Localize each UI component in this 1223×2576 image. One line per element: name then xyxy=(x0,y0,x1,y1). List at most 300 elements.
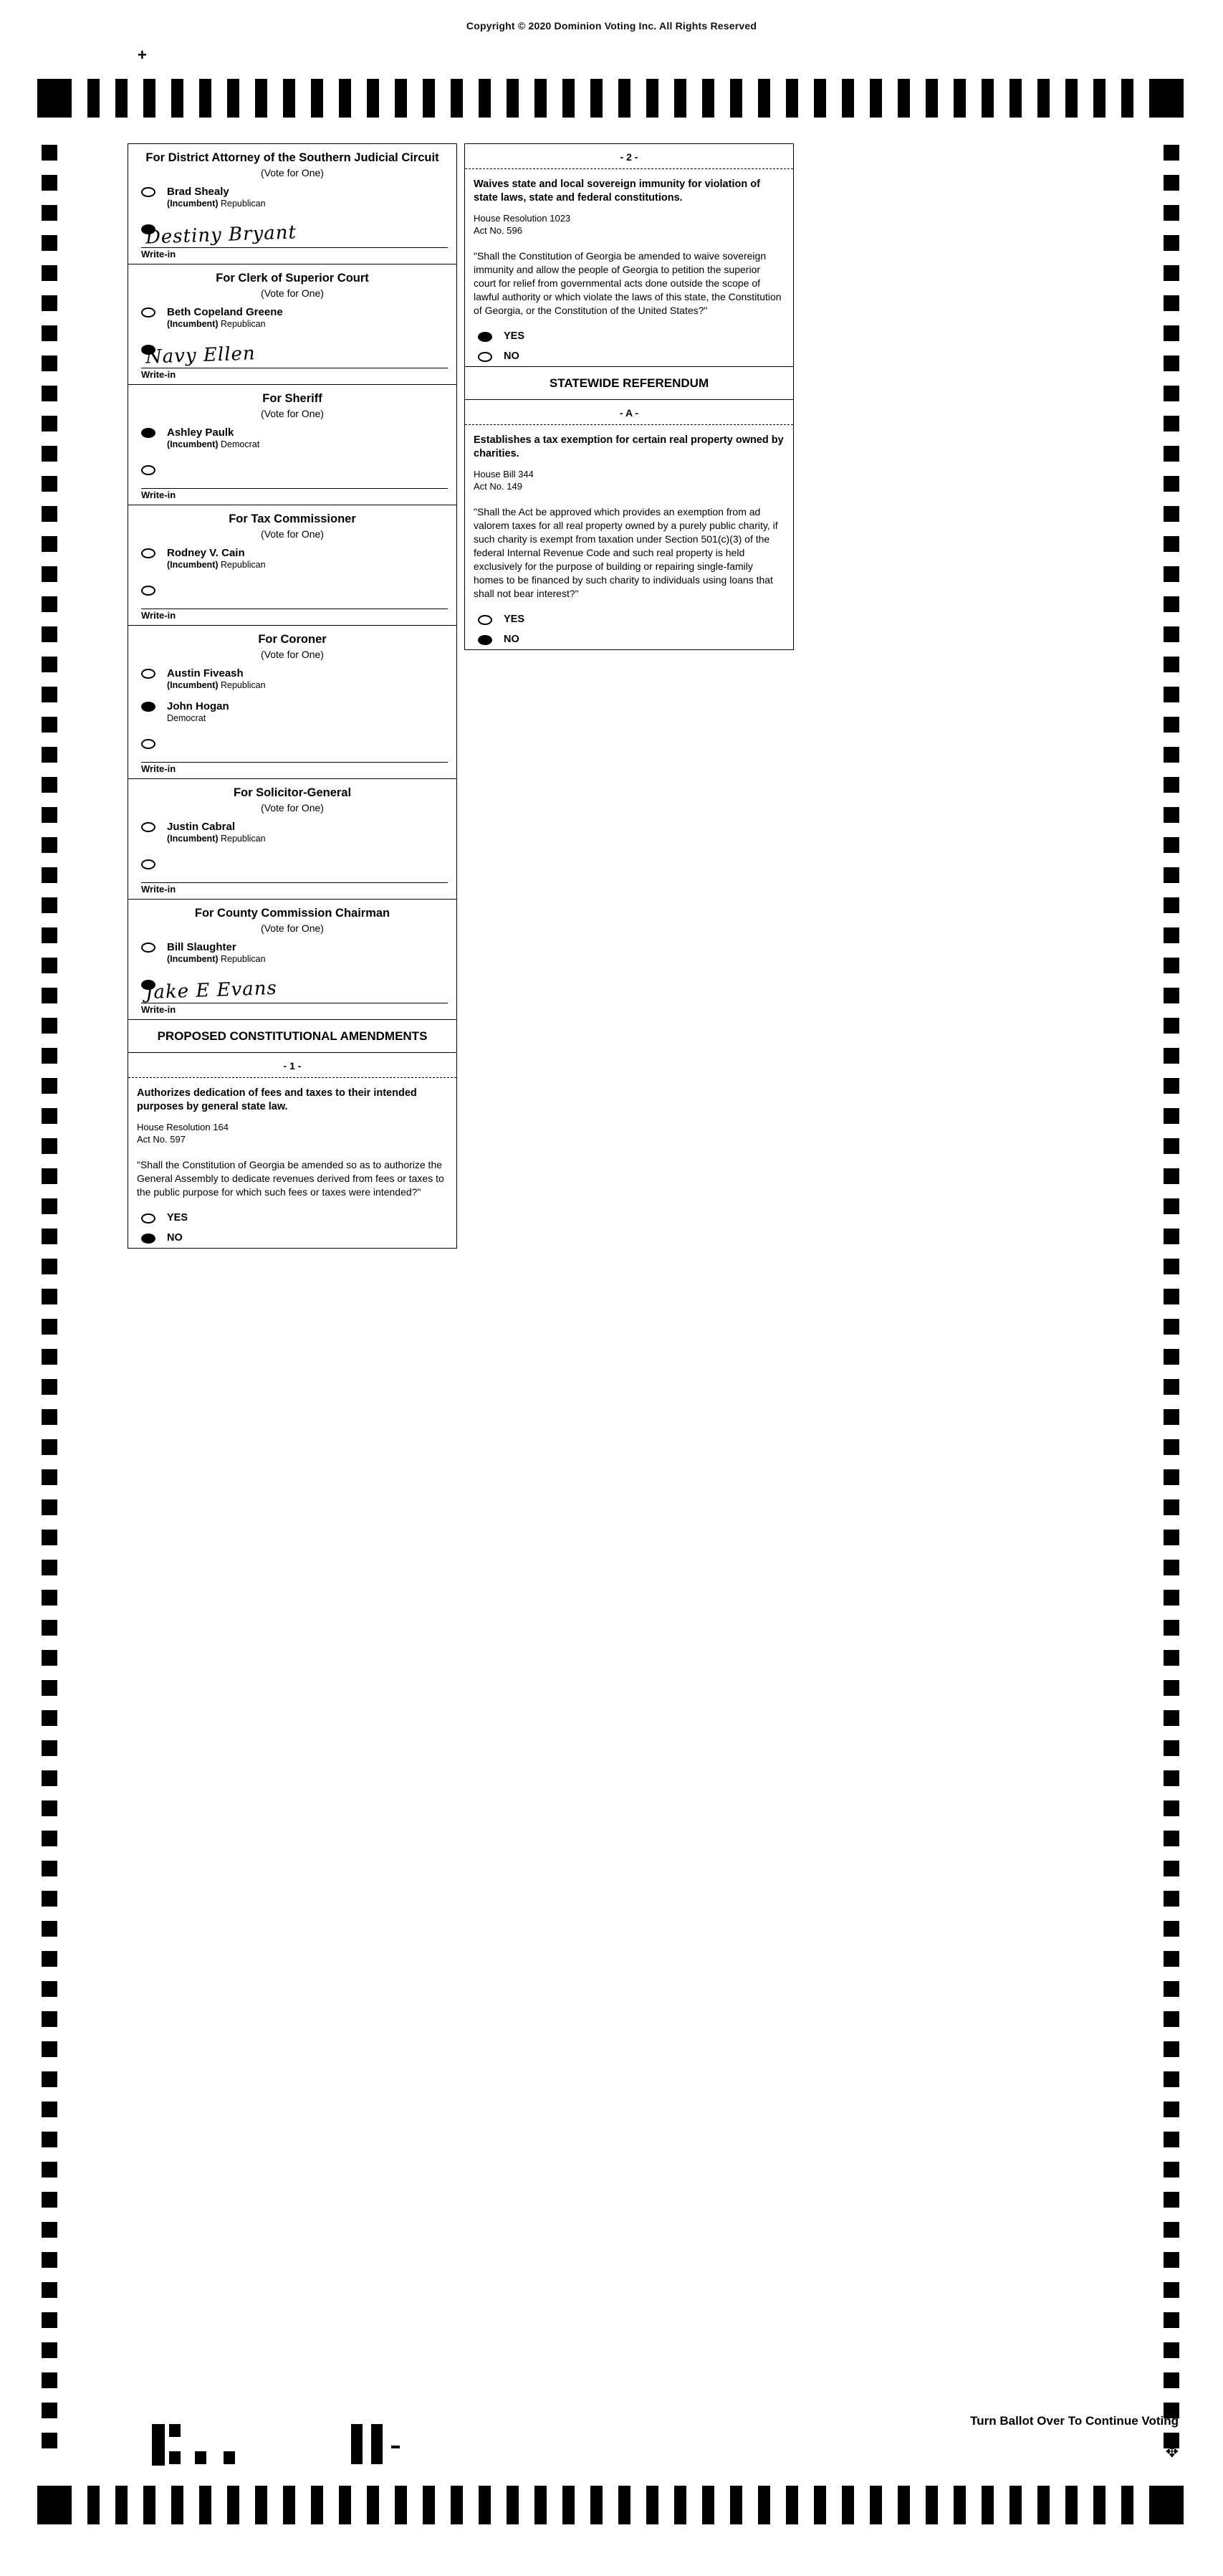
timing-block xyxy=(42,1861,57,1876)
timing-block xyxy=(1164,837,1179,853)
timing-block xyxy=(42,1981,57,1997)
vote-oval[interactable] xyxy=(141,702,155,712)
timing-block xyxy=(311,2486,323,2524)
timing-block xyxy=(42,2102,57,2117)
timing-block xyxy=(283,2486,295,2524)
amendments-header: PROPOSED CONSTITUTIONAL AMENDMENTS xyxy=(157,1029,428,1043)
timing-block xyxy=(42,807,57,823)
timing-block xyxy=(42,1590,57,1606)
timing-block xyxy=(1164,416,1179,431)
timing-block xyxy=(42,2192,57,2208)
timing-block xyxy=(1164,1740,1179,1756)
timing-block xyxy=(171,79,183,118)
timing-block xyxy=(199,2486,211,2524)
timing-block xyxy=(42,1469,57,1485)
timing-block xyxy=(1121,2486,1133,2524)
contest-instruction: (Vote for One) xyxy=(261,408,324,419)
candidate-name: Brad Shealy xyxy=(167,186,229,198)
timing-block xyxy=(870,79,882,118)
candidate-option[interactable] xyxy=(128,541,456,574)
timing-block xyxy=(395,79,407,118)
timing-block xyxy=(1164,265,1179,281)
timing-block xyxy=(1164,536,1179,552)
timing-block xyxy=(1164,1168,1179,1184)
yes-label: YES xyxy=(504,614,525,625)
vote-oval[interactable] xyxy=(141,669,155,679)
write-in-option[interactable] xyxy=(128,333,456,384)
timing-block xyxy=(42,1951,57,1967)
incumbent-label: (Incumbent) xyxy=(167,199,219,209)
contest-header xyxy=(128,505,456,541)
timing-block xyxy=(42,1891,57,1907)
incumbent-label: (Incumbent) xyxy=(167,680,219,690)
measure-no-option[interactable] xyxy=(465,346,793,366)
timing-block xyxy=(42,1921,57,1937)
timing-block xyxy=(1164,506,1179,522)
id-mark xyxy=(391,2446,400,2448)
measure-summary: Waives state and local sovereign immunity for violation of state laws, state and federal constitutions. xyxy=(474,178,760,204)
timing-block xyxy=(1164,807,1179,823)
timing-block xyxy=(42,386,57,401)
timing-block xyxy=(842,79,854,118)
timing-block xyxy=(730,79,742,118)
timing-block xyxy=(590,2486,603,2524)
timing-block xyxy=(42,1259,57,1274)
timing-block xyxy=(42,1048,57,1064)
timing-block xyxy=(1164,2192,1179,2208)
timing-block xyxy=(395,2486,407,2524)
timing-block xyxy=(982,79,994,118)
timing-block xyxy=(1164,1650,1179,1666)
measure-no-option[interactable] xyxy=(465,629,793,649)
timing-block xyxy=(42,265,57,281)
measure-summary: Establishes a tax exemption for certain real property owned by charities. xyxy=(474,434,784,459)
timing-block xyxy=(1164,988,1179,1003)
write-in-option[interactable] xyxy=(128,213,456,264)
write-in-text: Jake E Evans xyxy=(145,977,278,1004)
timing-block xyxy=(1164,145,1179,161)
contest-instruction: (Vote for One) xyxy=(261,287,324,299)
timing-block xyxy=(1164,476,1179,492)
timing-block xyxy=(42,446,57,462)
timing-block xyxy=(42,1018,57,1034)
candidate-option[interactable] xyxy=(128,180,456,213)
measure-block xyxy=(128,1052,457,1249)
measure-reference: House Resolution 1023 Act No. 596 xyxy=(474,213,571,236)
timing-block xyxy=(42,958,57,973)
no-label: NO xyxy=(504,350,519,362)
timing-block xyxy=(814,79,826,118)
timing-block xyxy=(1164,867,1179,883)
write-in-line[interactable] xyxy=(141,977,448,1004)
vote-oval[interactable] xyxy=(141,1234,155,1244)
timing-block xyxy=(42,1349,57,1365)
timing-block xyxy=(758,2486,770,2524)
timing-block xyxy=(42,145,57,161)
timing-block xyxy=(1164,2282,1179,2298)
timing-block xyxy=(42,1530,57,1545)
write-in-label: Write-in xyxy=(141,884,176,895)
referendum-header-block xyxy=(464,366,794,399)
candidate-party: (Incumbent) Republican xyxy=(167,834,266,844)
vote-oval[interactable] xyxy=(478,635,492,645)
candidate-option[interactable] xyxy=(128,421,456,454)
timing-block xyxy=(479,79,491,118)
contest-block xyxy=(128,899,457,1019)
write-in-line[interactable] xyxy=(141,740,448,763)
amendments-header-block xyxy=(128,1019,457,1052)
ballot-right-column xyxy=(464,143,794,650)
write-in-option[interactable] xyxy=(128,728,456,778)
timing-block xyxy=(1164,1951,1179,1967)
timing-block xyxy=(954,2486,966,2524)
timing-block xyxy=(42,1319,57,1335)
timing-block xyxy=(42,2252,57,2268)
vote-oval[interactable] xyxy=(141,548,155,558)
timing-block xyxy=(1164,2041,1179,2057)
timing-block xyxy=(42,356,57,371)
timing-block xyxy=(42,1770,57,1786)
contest-instruction: (Vote for One) xyxy=(261,167,324,178)
contest-instruction: (Vote for One) xyxy=(261,802,324,814)
no-label: NO xyxy=(167,1232,183,1244)
timing-block xyxy=(618,2486,630,2524)
timing-block xyxy=(1164,446,1179,462)
timing-block xyxy=(115,2486,128,2524)
timing-block xyxy=(1164,2102,1179,2117)
contest-title: For Solicitor-General xyxy=(233,786,352,799)
vote-oval[interactable] xyxy=(141,822,155,832)
measure-text: "Shall the Constitution of Georgia be amended so as to authorize the General Assembly to dedicate revenues derived from fees or taxes to the public purpose for which such fees or taxes were intended?" xyxy=(137,1159,444,1198)
timing-block xyxy=(1164,2011,1179,2027)
timing-block xyxy=(1164,1770,1179,1786)
timing-block xyxy=(1164,1831,1179,1846)
contest-header xyxy=(128,779,456,815)
timing-block xyxy=(870,2486,882,2524)
timing-block xyxy=(42,2132,57,2147)
timing-block xyxy=(255,79,267,118)
measure-text: "Shall the Constitution of Georgia be amended to waive sovereign immunity and allow the people of Georgia to petition the superior court for relief from governmental acts done outside the scope of lawful authority or which violate the laws of this state, the Constitution of Georgia, or the Constitution of the United States?" xyxy=(474,250,782,316)
timing-block xyxy=(1164,1229,1179,1244)
timing-block xyxy=(42,1078,57,1094)
write-in-line[interactable] xyxy=(141,221,448,249)
timing-block xyxy=(814,2486,826,2524)
write-in-label: Write-in xyxy=(141,490,176,500)
timing-block xyxy=(423,79,435,118)
timing-block xyxy=(507,2486,519,2524)
timing-block xyxy=(42,536,57,552)
timing-block xyxy=(982,2486,994,2524)
timing-block xyxy=(199,79,211,118)
timing-block xyxy=(1164,1981,1179,1997)
timing-block xyxy=(1164,1048,1179,1064)
contest-block xyxy=(128,143,457,264)
contest-header xyxy=(128,385,456,421)
measure-number: - A - xyxy=(465,400,793,425)
timing-block xyxy=(1164,2312,1179,2328)
timing-block xyxy=(1164,566,1179,582)
write-in-text: Destiny Bryant xyxy=(145,221,297,249)
candidate-option[interactable] xyxy=(128,815,456,848)
candidate-name: Austin Fiveash xyxy=(167,667,244,679)
timing-block xyxy=(42,747,57,763)
timing-block xyxy=(367,2486,379,2524)
timing-block xyxy=(1149,79,1184,118)
timing-block xyxy=(42,2342,57,2358)
timing-block xyxy=(42,867,57,883)
candidate-party: (Incumbent) Republican xyxy=(167,560,266,570)
candidate-name: Rodney V. Cain xyxy=(167,547,245,559)
arrow-icon: ✥ xyxy=(1165,2443,1179,2461)
candidate-option[interactable] xyxy=(128,935,456,968)
timing-block xyxy=(562,79,575,118)
timing-block xyxy=(171,2486,183,2524)
registration-plus-mark: + xyxy=(138,46,147,64)
timing-block xyxy=(42,205,57,221)
timing-block xyxy=(1164,927,1179,943)
timing-block xyxy=(1164,1138,1179,1154)
timing-block xyxy=(42,1710,57,1726)
timing-block xyxy=(42,1198,57,1214)
timing-block xyxy=(1164,1590,1179,1606)
vote-oval[interactable] xyxy=(141,943,155,953)
timing-block xyxy=(42,2403,57,2418)
measure-number: - 1 - xyxy=(128,1053,456,1078)
contest-title: For County Commission Chairman xyxy=(194,907,390,920)
timing-block xyxy=(507,79,519,118)
timing-block xyxy=(42,1800,57,1816)
write-in-label: Write-in xyxy=(141,1004,176,1015)
timing-block xyxy=(115,79,128,118)
timing-block xyxy=(1164,596,1179,612)
timing-block xyxy=(42,325,57,341)
timing-block xyxy=(42,657,57,672)
timing-block xyxy=(1164,2372,1179,2388)
timing-block xyxy=(674,2486,686,2524)
contest-instruction: (Vote for One) xyxy=(261,922,324,934)
timing-block xyxy=(311,79,323,118)
contest-title: For District Attorney of the Southern Judicial Circuit xyxy=(145,151,439,164)
write-in-label: Write-in xyxy=(141,763,176,774)
measure-reference: House Resolution 164 Act No. 597 xyxy=(137,1122,229,1145)
timing-block xyxy=(758,79,770,118)
id-mark xyxy=(169,2424,181,2437)
timing-block xyxy=(1093,2486,1106,2524)
timing-block xyxy=(1065,2486,1078,2524)
timing-block xyxy=(1164,1680,1179,1696)
candidate-party: (Incumbent) Republican xyxy=(167,199,266,209)
top-timing-marks xyxy=(37,79,1184,118)
candidate-name: Bill Slaughter xyxy=(167,941,236,953)
timing-block xyxy=(1164,205,1179,221)
write-in-line[interactable] xyxy=(141,587,448,609)
timing-block xyxy=(42,897,57,913)
timing-block xyxy=(1121,79,1133,118)
timing-block xyxy=(42,235,57,251)
timing-block xyxy=(42,927,57,943)
timing-block xyxy=(42,566,57,582)
measure-yes-option[interactable] xyxy=(465,609,793,629)
timing-block xyxy=(42,988,57,1003)
write-in-label: Write-in xyxy=(141,610,176,621)
write-in-line[interactable] xyxy=(141,861,448,883)
vote-oval[interactable] xyxy=(141,187,155,197)
id-mark xyxy=(152,2424,165,2466)
timing-block xyxy=(1164,2222,1179,2238)
contest-header xyxy=(128,626,456,662)
timing-block xyxy=(1164,1560,1179,1575)
timing-block xyxy=(339,79,351,118)
timing-block xyxy=(1164,295,1179,311)
bottom-timing-marks xyxy=(37,2486,1184,2524)
timing-block xyxy=(1164,2132,1179,2147)
measure-text: "Shall the Act be approved which provides an exemption from ad valorem taxes for all real property owned by a purely public charity, if such charity is exempt from taxation under Section 501(c)(3) of the federal Internal Revenue Code and such real property is held exclusively for the purpose of building or repairing single-family homes to be financed by such charity to individuals using loans that shall not bear interest?" xyxy=(474,506,778,599)
candidate-option[interactable] xyxy=(128,300,456,333)
timing-block xyxy=(1164,2342,1179,2358)
vote-oval[interactable] xyxy=(141,1213,155,1223)
write-in-line[interactable] xyxy=(141,467,448,489)
candidate-party: (Incumbent) Republican xyxy=(167,680,266,690)
referendum-header: STATEWIDE REFERENDUM xyxy=(549,376,709,390)
timing-block xyxy=(42,2372,57,2388)
timing-block xyxy=(42,777,57,793)
vote-oval[interactable] xyxy=(141,307,155,318)
timing-block xyxy=(42,2282,57,2298)
timing-block xyxy=(227,79,239,118)
incumbent-label: (Incumbent) xyxy=(167,954,219,964)
timing-block xyxy=(1164,1108,1179,1124)
incumbent-label: (Incumbent) xyxy=(167,439,219,449)
contest-instruction: (Vote for One) xyxy=(261,528,324,540)
timing-block xyxy=(1164,1319,1179,1335)
candidate-party: (Incumbent) Democrat xyxy=(167,439,260,449)
write-in-option[interactable] xyxy=(128,968,456,1019)
timing-block xyxy=(1164,2252,1179,2268)
timing-block xyxy=(42,2071,57,2087)
timing-block xyxy=(42,416,57,431)
timing-block xyxy=(42,596,57,612)
write-in-label: Write-in xyxy=(141,369,176,380)
timing-block xyxy=(42,2162,57,2177)
timing-block xyxy=(646,2486,658,2524)
measure-reference: House Bill 344 Act No. 149 xyxy=(474,469,534,492)
timing-block xyxy=(143,79,155,118)
timing-block xyxy=(42,1740,57,1756)
candidate-party: (Incumbent) Republican xyxy=(167,319,266,329)
measure-number: - 2 - xyxy=(465,144,793,169)
candidate-name: Beth Copeland Greene xyxy=(167,306,283,318)
yes-label: YES xyxy=(167,1212,188,1223)
timing-block xyxy=(842,2486,854,2524)
contest-title: For Sheriff xyxy=(262,392,322,405)
contest-block xyxy=(128,264,457,384)
candidate-option[interactable] xyxy=(128,695,456,728)
vote-oval[interactable] xyxy=(141,428,155,438)
write-in-text: Navy Ellen xyxy=(145,343,256,368)
candidate-name: Ashley Paulk xyxy=(167,426,234,439)
timing-block xyxy=(1164,1018,1179,1034)
contest-block xyxy=(128,384,457,505)
timing-block xyxy=(1164,356,1179,371)
timing-block xyxy=(1164,235,1179,251)
vote-oval[interactable] xyxy=(478,615,492,625)
candidate-party: Democrat xyxy=(167,713,206,723)
timing-block xyxy=(42,717,57,733)
timing-block xyxy=(42,1620,57,1636)
write-in-option[interactable] xyxy=(128,574,456,625)
timing-block xyxy=(1164,386,1179,401)
timing-block xyxy=(1093,79,1106,118)
timing-block xyxy=(1164,1078,1179,1094)
timing-block xyxy=(1065,79,1078,118)
timing-block xyxy=(926,79,938,118)
timing-block xyxy=(1037,79,1050,118)
timing-block xyxy=(423,2486,435,2524)
timing-block xyxy=(451,79,463,118)
timing-block xyxy=(42,1650,57,1666)
timing-block xyxy=(618,79,630,118)
timing-block xyxy=(1164,717,1179,733)
timing-block xyxy=(42,1831,57,1846)
timing-block xyxy=(1037,2486,1050,2524)
contest-header xyxy=(128,264,456,300)
vote-oval[interactable] xyxy=(478,352,492,362)
timing-block xyxy=(339,2486,351,2524)
timing-block xyxy=(1164,1439,1179,1455)
timing-block xyxy=(42,1439,57,1455)
timing-block xyxy=(37,79,72,118)
write-in-label: Write-in xyxy=(141,249,176,259)
contest-block xyxy=(128,505,457,625)
timing-block xyxy=(534,2486,547,2524)
contest-title: For Clerk of Superior Court xyxy=(216,272,369,285)
incumbent-label: (Incumbent) xyxy=(167,319,219,329)
timing-block xyxy=(1164,175,1179,191)
timing-block xyxy=(1009,2486,1022,2524)
timing-block xyxy=(562,2486,575,2524)
timing-block xyxy=(42,2312,57,2328)
measure-yes-option[interactable] xyxy=(128,1208,456,1228)
write-in-option[interactable] xyxy=(128,454,456,505)
measure-yes-option[interactable] xyxy=(465,326,793,346)
timing-block xyxy=(1149,2486,1184,2524)
timing-block xyxy=(1164,1861,1179,1876)
write-in-option[interactable] xyxy=(128,848,456,899)
write-in-line[interactable] xyxy=(141,343,448,368)
contest-instruction: (Vote for One) xyxy=(261,649,324,660)
timing-block xyxy=(786,2486,798,2524)
timing-block xyxy=(1164,777,1179,793)
timing-block xyxy=(42,2041,57,2057)
vote-oval[interactable] xyxy=(478,332,492,342)
timing-block xyxy=(534,79,547,118)
timing-block xyxy=(283,79,295,118)
timing-block xyxy=(1164,1409,1179,1425)
timing-block xyxy=(1164,1198,1179,1214)
timing-block xyxy=(479,2486,491,2524)
id-mark xyxy=(351,2424,363,2464)
timing-block xyxy=(1164,2071,1179,2087)
timing-block xyxy=(143,2486,155,2524)
incumbent-label: (Incumbent) xyxy=(167,834,219,844)
timing-block xyxy=(702,2486,714,2524)
candidate-option[interactable] xyxy=(128,662,456,695)
incumbent-label: (Incumbent) xyxy=(167,560,219,570)
timing-block xyxy=(1164,325,1179,341)
measure-no-option[interactable] xyxy=(128,1228,456,1248)
timing-block xyxy=(1164,1921,1179,1937)
timing-block xyxy=(42,687,57,702)
